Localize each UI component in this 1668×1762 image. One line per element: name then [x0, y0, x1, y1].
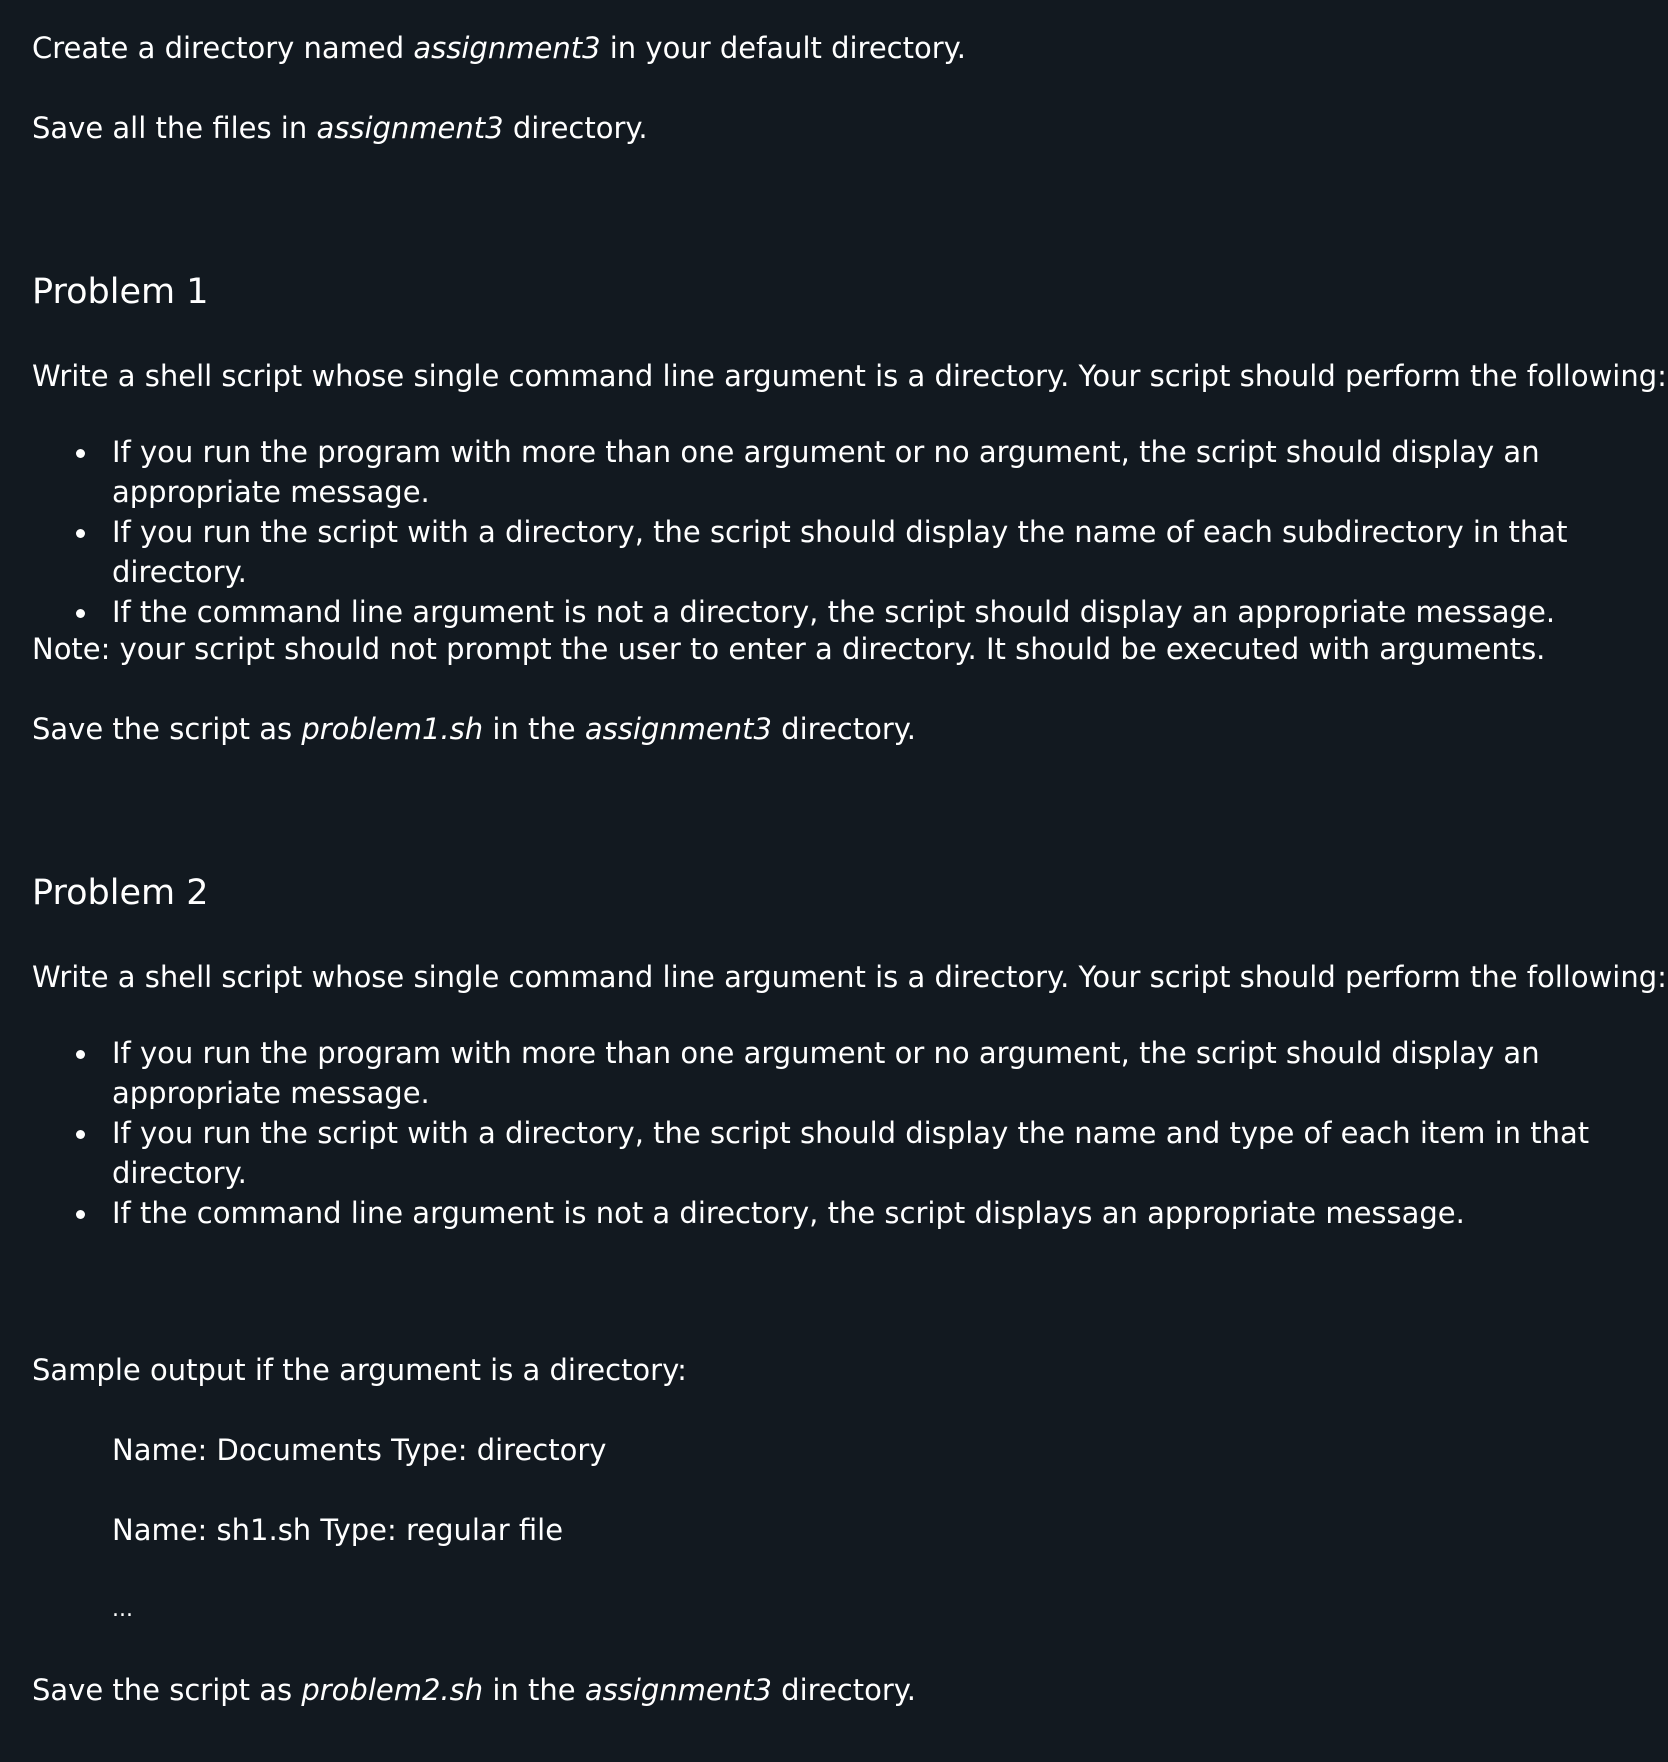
- problem-2-description: Write a shell script whose single command line argument is a directory. Your script should perform the following:: [32, 960, 1667, 994]
- save-text: Save the script as: [32, 712, 302, 746]
- sample-output-heading: Sample output if the argument is a directory:: [32, 1353, 687, 1387]
- directory-name: assignment3: [584, 1673, 772, 1707]
- problem-2-requirements-list: [32, 1033, 1632, 1233]
- problem-2-save-instruction: [32, 1670, 916, 1710]
- directory-name: assignment3: [584, 712, 772, 746]
- intro-line-2-dirname: assignment3: [316, 111, 504, 145]
- save-text-suffix: directory.: [771, 1673, 917, 1707]
- bullet-icon: [76, 1210, 85, 1219]
- bullet-icon: [76, 609, 85, 618]
- list-item: [32, 1193, 1632, 1233]
- sample-output-ellipsis: ...: [112, 1597, 133, 1622]
- list-item-text: If the command line argument is not a directory, the script should display an appropriate message.: [112, 595, 1556, 629]
- intro-line-1-suffix: in your default directory.: [600, 31, 966, 65]
- intro-line-2-text: Save all the files in: [32, 111, 317, 145]
- sample-output-line-1: Name: Documents Type: directory: [112, 1433, 607, 1467]
- script-filename: problem1.sh: [301, 712, 484, 746]
- problem-1-title: Problem 1: [32, 272, 209, 312]
- list-item: [32, 1113, 1632, 1193]
- intro-line-1-dirname: assignment3: [413, 31, 601, 65]
- bullet-icon: [76, 449, 85, 458]
- problem-1-note: Note: your script should not prompt the user to enter a directory. It should be executed with arguments.: [32, 632, 1546, 666]
- list-item-text: If the command line argument is not a directory, the script displays an appropriate message.: [112, 1196, 1465, 1230]
- bullet-icon: [76, 529, 85, 538]
- problem-1-description: Write a shell script whose single command line argument is a directory. Your script should perform the following:: [32, 359, 1667, 393]
- save-text-mid: in the: [483, 712, 585, 746]
- list-item: [32, 592, 1632, 632]
- save-text: Save the script as: [32, 1673, 302, 1707]
- list-item: [32, 512, 1632, 592]
- save-text-mid: in the: [483, 1673, 585, 1707]
- problem-2-title: Problem 2: [32, 873, 209, 913]
- intro-line-2-suffix: directory.: [503, 111, 648, 145]
- bullet-icon: [76, 1050, 85, 1059]
- list-item-text: If you run the script with a directory, the script should display the name and type of each item in that directory.: [112, 1116, 1590, 1190]
- intro-line-1: [32, 28, 966, 68]
- list-item-text: If you run the program with more than one argument or no argument, the script should display an appropriate message.: [112, 1036, 1540, 1110]
- script-filename: problem2.sh: [301, 1673, 484, 1707]
- problem-1-requirements-list: [32, 432, 1632, 632]
- bullet-icon: [76, 1130, 85, 1139]
- intro-line-2: [32, 108, 648, 148]
- list-item-text: If you run the program with more than one argument or no argument, the script should display an appropriate message.: [112, 435, 1540, 509]
- sample-output-line-2: Name: sh1.sh Type: regular file: [112, 1513, 564, 1547]
- list-item: [32, 1033, 1632, 1113]
- intro-line-1-text: Create a directory named: [32, 31, 414, 65]
- problem-1-save-instruction: [32, 709, 916, 749]
- list-item-text: If you run the script with a directory, the script should display the name of each subdirectory in that directory.: [112, 515, 1568, 589]
- save-text-suffix: directory.: [771, 712, 917, 746]
- list-item: [32, 432, 1632, 512]
